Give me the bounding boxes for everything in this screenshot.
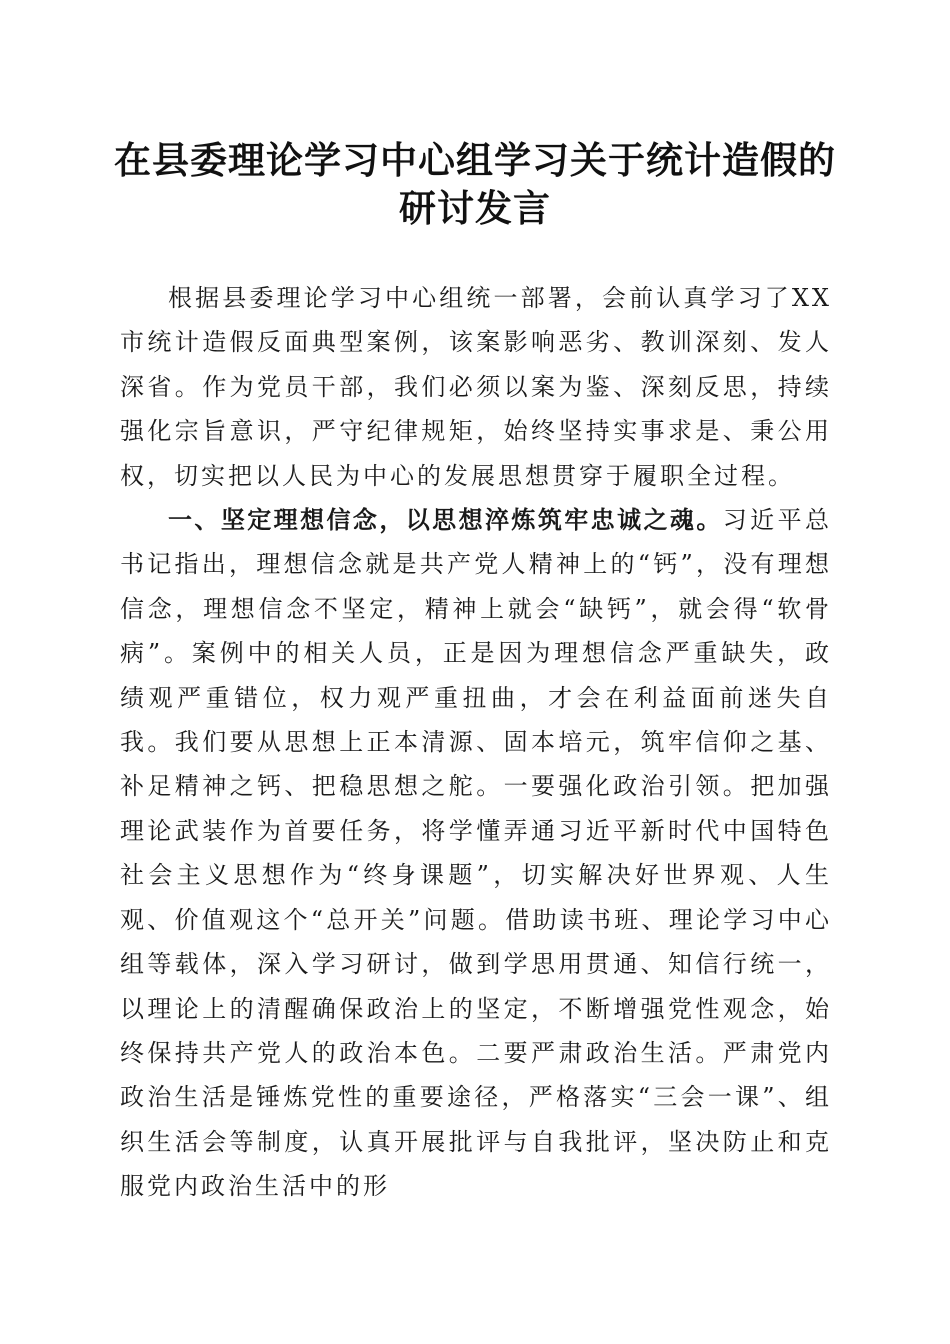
document-title: 在县委理论学习中心组学习关于统计造假的研讨发言 (114, 138, 836, 230)
section-heading: 一、坚定理想信念，以思想淬炼筑牢忠诚之魂。 (168, 506, 723, 535)
paragraph-section-one (120, 498, 832, 1209)
paragraph-text: 根据县委理论学习中心组统一部署，会前认真学习了XX市统计造假反面典型案例，该案影响恶劣、教训深刻、发人深省。作为党员干部，我们必须以案为鉴、深刻反思，持续强化宗旨意识，严守纪律规矩，始终坚持实事求是、秉公用权，切实把以人民为中心的发展思想贯穿于履职全过程。 (120, 284, 832, 490)
paragraph-intro (120, 276, 832, 498)
document-body (120, 276, 832, 1209)
paragraph-text: 习近平总书记指出，理想信念就是共产党人精神上的“钙”，没有理想信念，理想信念不坚定，精神上就会“缺钙”，就会得“软骨病”。案例中的相关人员，正是因为理想信念严重缺失，政绩观严重错位，权力观严重扭曲，才会在利益面前迷失自我。我们要从思想上正本清源、固本培元，筑牢信仰之基、补足精神之钙、把稳思想之舵。一要强化政治引领。把加强理论武装作为首要任务，将学懂弄通习近平新时代中国特色社会主义思想作为“终身课题”，切实解决好世界观、人生观、价值观这个“总开关”问题。借助读书班、理论学习中心组等载体，深入学习研讨，做到学思用贯通、知信行统一，以理论上的清醒确保政治上的坚定，不断增强党性观念，始终保持共产党人的政治本色。二要严肃政治生活。严肃党内政治生活是锤炼党性的重要途径，严格落实“三会一课”、组织生活会等制度，认真开展批评与自我批评，坚决防止和克服党内政治生活中的形 (120, 506, 832, 1201)
